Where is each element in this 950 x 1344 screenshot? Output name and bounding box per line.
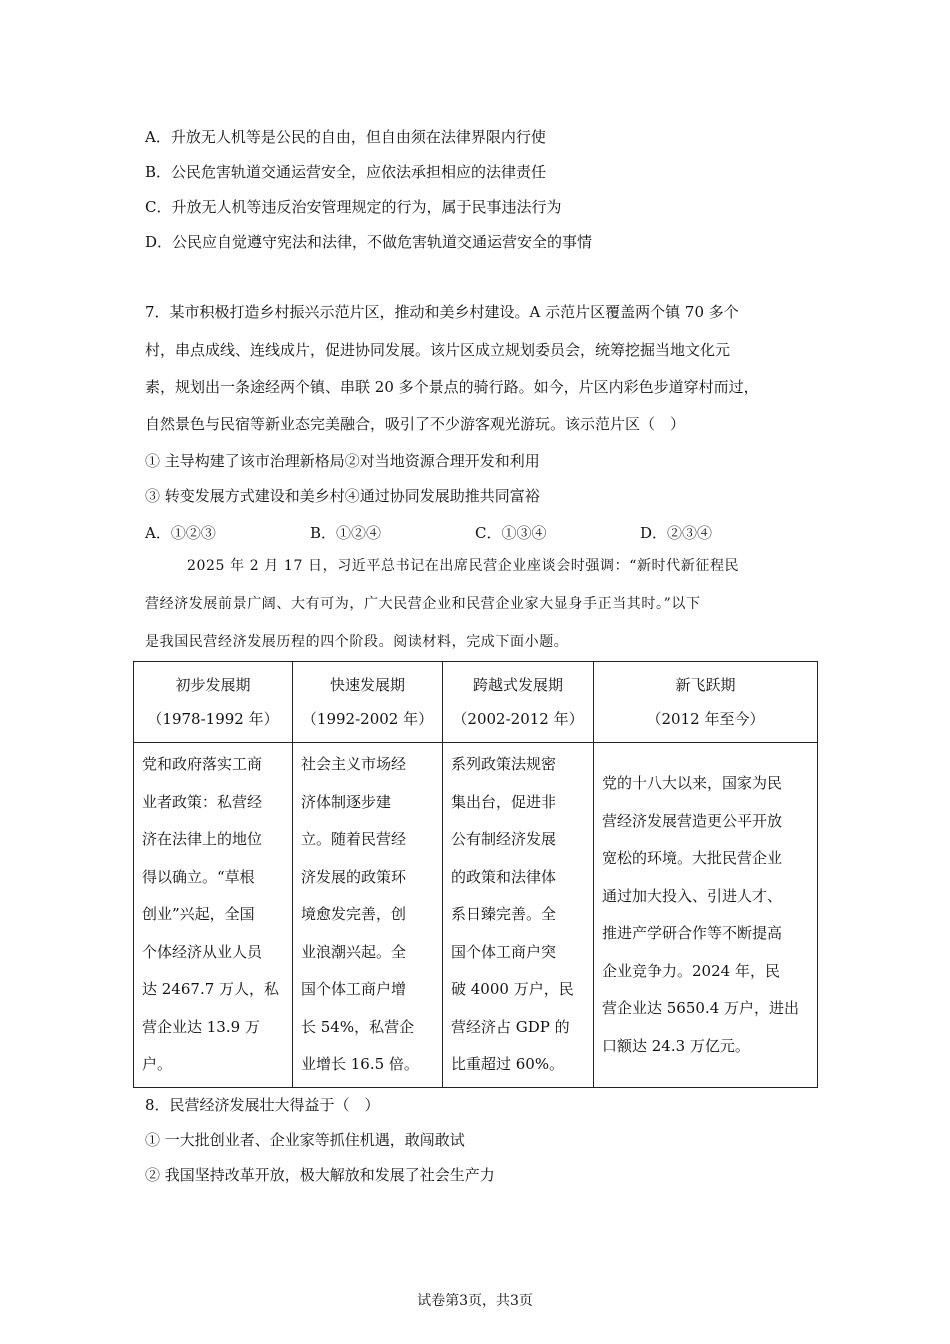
cell-line: 比重超过 60%。 <box>451 1055 565 1074</box>
cell-line: 社会主义市场经 <box>301 755 407 774</box>
cell-line: 营经济发展营造更公平开放 <box>602 811 783 830</box>
q8-statement: ② 我国坚持改革开放，极大解放和发展了社会生产力 <box>145 1166 495 1184</box>
q7-option-c: C．①③④ <box>475 524 547 542</box>
q7-option-d: D．②③④ <box>640 524 713 542</box>
q7-option-b: B．①②④ <box>310 524 382 542</box>
cell-line: 口额达 24.3 万亿元。 <box>602 1036 750 1055</box>
q8-statement: ① 一大批创业者、企业家等抓住机遇，敢闯敢试 <box>145 1131 465 1149</box>
cell-line: 系列政策法规密 <box>451 755 557 774</box>
table-row <box>134 743 818 1088</box>
cell-line: 公有制经济发展 <box>451 830 557 849</box>
stage-name: 跨越式发展期 <box>472 676 563 694</box>
cell-line: 国个体工商户突 <box>451 942 557 961</box>
cell-line: 户。 <box>142 1055 173 1074</box>
cell-line: 破 4000 万户，民 <box>451 980 574 999</box>
q7-stem-line: 7．某市积极打造乡村振兴示范片区，推动和美乡村建设。A 示范片区覆盖两个镇 70 多个 <box>145 303 739 321</box>
intro-line: 2025 年 2 月 17 日，习近平总书记在出席民营企业座谈会时强调：“新时代新征程民 <box>187 558 740 574</box>
stage-header <box>443 662 594 743</box>
q6-option-b: B．公民危害轨道交通运营安全，应依法承担相应的法律责任 <box>145 163 547 181</box>
cell-line: 立。随着民营经 <box>301 830 407 849</box>
cell-line: 境愈发完善，创 <box>301 905 407 924</box>
cell-line: 达 2467.7 万人，私 <box>142 980 280 999</box>
cell-line: 通过加大投入、引进人才、 <box>602 886 783 905</box>
cell-line: 企业竞争力。2024 年，民 <box>602 961 780 980</box>
cell-line: 宽松的环境。大批民营企业 <box>602 849 783 867</box>
q7-statement: ① 主导构建了该市治理新格局②对当地资源合理开发和利用 <box>145 452 540 470</box>
cell-line: 推进产学研合作等不断提高 <box>602 924 783 942</box>
stage-header <box>134 662 293 743</box>
stage-name: 快速发展期 <box>329 676 405 694</box>
q7-statement: ③ 转变发展方式建设和美乡村④通过协同发展助推共同富裕 <box>145 487 540 505</box>
cell-line: 济在法律上的地位 <box>142 830 263 849</box>
cell-line: 业增长 16.5 倍。 <box>301 1055 419 1074</box>
stage-header <box>594 662 818 743</box>
cell-line: 营经济占 GDP 的 <box>451 1017 570 1036</box>
stage-description <box>443 743 594 1088</box>
cell-line: 业者政策：私营经 <box>142 792 263 811</box>
stage-description <box>594 743 818 1088</box>
q6-option-c: C．升放无人机等违反治安管理规定的行为，属于民事违法行为 <box>145 198 562 216</box>
cell-line: 业浪潮兴起。全 <box>301 942 407 961</box>
cell-line: 营企业达 5650.4 万户，进出 <box>602 999 800 1017</box>
development-stages-table <box>133 661 818 1088</box>
cell-line: 长 54%，私营企 <box>301 1017 415 1036</box>
q7-stem-line: 村，串点成线、连线成片，促进协同发展。该片区成立规划委员会，统筹挖掘当地文化元 <box>145 341 731 359</box>
stage-header <box>293 662 443 743</box>
stage-name: 新飞跃期 <box>675 676 736 694</box>
stage-description <box>293 743 443 1088</box>
cell-line: 党的十八大以来，国家为民 <box>602 774 783 792</box>
cell-line: 营企业达 13.9 万 <box>142 1017 260 1036</box>
cell-line: 济体制逐步建 <box>301 792 392 811</box>
page-footer: 试卷第3页，共3页 <box>417 1293 533 1309</box>
q7-options <box>145 522 785 542</box>
intro-line: 营经济发展前景广阔、大有可为，广大民营企业和民营企业家大显身手正当其时。”以下 <box>145 596 701 612</box>
q7-stem-line: 素，规划出一条途经两个镇、串联 20 多个景点的骑行路。如今，片区内彩色步道穿村而过， <box>145 378 759 396</box>
stage-period: （2012 年至今） <box>646 710 765 728</box>
stage-period: （2002-2012 年） <box>452 710 584 728</box>
cell-line: 创业”兴起，全国 <box>142 905 255 924</box>
cell-line: 国个体工商户增 <box>301 980 407 999</box>
q6-option-d: D．公民应自觉遵守宪法和法律，不做危害轨道交通运营安全的事情 <box>145 233 593 251</box>
stage-period: （1992-2002 年） <box>301 710 434 728</box>
intro-line: 是我国民营经济发展历程的四个阶段。阅读材料，完成下面小题。 <box>145 634 569 650</box>
q7-stem-line: 自然景色与民宿等新业态完美融合，吸引了不少游客观光游玩。该示范片区（ ） <box>145 415 686 433</box>
table-header-row <box>134 662 818 743</box>
cell-line: 党和政府落实工商 <box>142 755 263 774</box>
q8-stem: 8．民营经济发展壮大得益于（ ） <box>145 1096 380 1114</box>
stage-period: （1978-1992 年） <box>147 710 279 728</box>
stage-name: 初步发展期 <box>175 676 251 694</box>
cell-line: 济发展的政策环 <box>301 867 407 886</box>
cell-line: 系日臻完善。全 <box>451 905 557 924</box>
cell-line: 的政策和法律体 <box>451 867 557 886</box>
cell-line: 集出台，促进非 <box>451 792 557 811</box>
cell-line: 得以确立。“草根 <box>142 867 255 886</box>
q6-option-a: A．升放无人机等是公民的自由，但自由须在法律界限内行使 <box>145 128 546 146</box>
q7-option-a: A．①②③ <box>145 524 216 542</box>
stage-description <box>134 743 293 1088</box>
cell-line: 个体经济从业人员 <box>142 942 263 961</box>
